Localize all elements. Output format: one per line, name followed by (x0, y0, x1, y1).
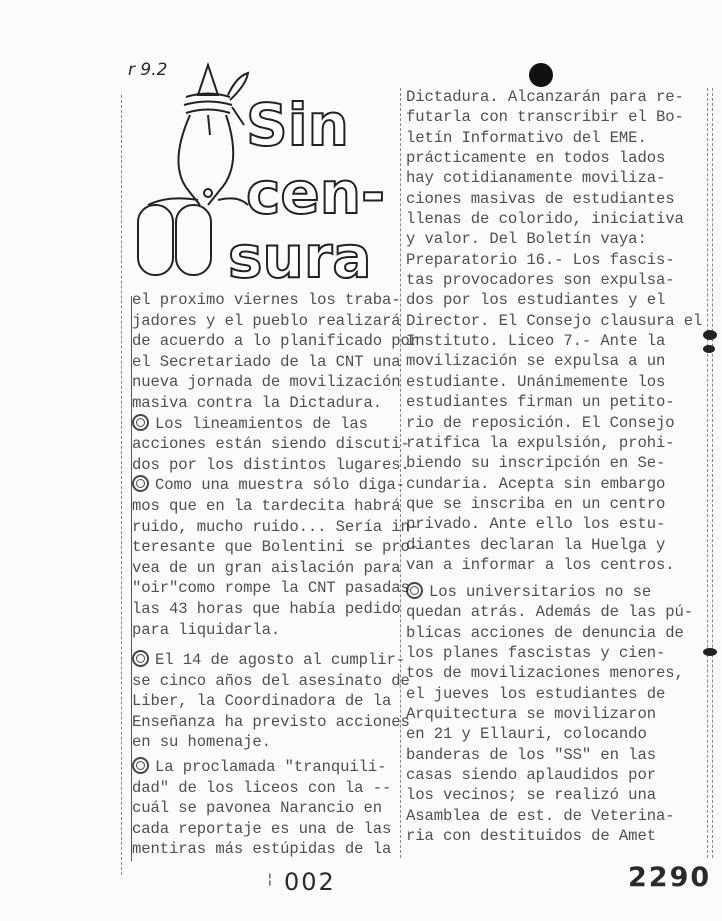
text-line-content: dad" de los liceos con la -- (132, 778, 392, 797)
text-line (406, 128, 702, 148)
left-column-block-2 (132, 650, 410, 753)
text-line (406, 535, 702, 555)
text-line (406, 351, 702, 371)
text-line-content: tos de movilizaciones menores, (406, 664, 684, 683)
text-line-content: tas provocadores son expulsa- (406, 271, 675, 290)
text-line-content: mentiras más estúpidas de la (132, 840, 392, 859)
text-line-content: biendo su inscripción en Se- (406, 454, 666, 473)
text-line-content: quedan atrás. Además de las pú- (406, 603, 693, 622)
text-line-content: de acuerdo a lo planificado por (132, 332, 419, 351)
text-line (132, 496, 419, 517)
left-column-block-3 (132, 757, 391, 860)
text-line (406, 250, 702, 270)
text-line (406, 785, 693, 805)
text-line (406, 270, 702, 290)
text-line-content: jadores y el pueblo realizará (132, 311, 401, 330)
text-line (132, 691, 410, 712)
text-line (406, 189, 702, 209)
text-line-content: teresante que Bolentini se pro- (132, 538, 419, 557)
logo-word-sura: sura (228, 223, 372, 285)
text-line-content: banderas de los "SS" en las (406, 745, 656, 764)
text-line-content: el proximo viernes los traba- (132, 291, 401, 309)
text-line (132, 819, 391, 840)
text-line (132, 778, 391, 799)
text-line (406, 392, 702, 412)
text-line-content: Enseñanza ha previsto acciones (132, 712, 410, 731)
text-line-content: "oir"como rompe la CNT pasadas (132, 579, 410, 598)
text-line-content: estudiante. Unánimemente los (406, 372, 666, 391)
archive-number: 2290 (628, 862, 712, 893)
text-line (406, 474, 702, 494)
bullet-circle-icon (132, 757, 149, 774)
text-line (132, 455, 419, 476)
text-line (132, 434, 419, 455)
right-column-block-1 (406, 87, 702, 575)
text-line (406, 602, 693, 622)
text-line (132, 537, 419, 558)
text-line-content: vea de un gran aislación para (132, 558, 401, 577)
text-line (406, 107, 702, 127)
text-line-content: mos que en la tardecita habrá (132, 496, 401, 515)
text-line-content: el Secretariado de la CNT una (132, 352, 401, 371)
text-line-content: Asamblea de est. de Veterina- (406, 806, 675, 825)
text-line-content: ratifica la expulsión, prohi- (406, 433, 675, 452)
text-line-content: masiva contra la Dictadura. (132, 393, 382, 412)
text-line (132, 331, 419, 352)
text-line (406, 87, 702, 107)
text-line (132, 620, 419, 641)
text-line (406, 724, 693, 744)
text-line-content: llenas de colorido, iniciativa (406, 210, 684, 229)
page-tick: ¦ (266, 872, 274, 887)
text-line-content: Director. El Consejo clausura el (406, 311, 703, 330)
text-line (132, 558, 419, 579)
text-line-content: diantes declaran la Huelga y (406, 535, 666, 554)
text-line-content: para liquidarla. (132, 620, 281, 639)
text-line-content: blicas acciones de denuncia de (406, 623, 684, 642)
text-line-content: Como una muestra sólo diga- (155, 476, 405, 495)
text-line (132, 599, 419, 620)
text-line (132, 475, 419, 496)
text-line-content: las 43 horas que había pedido (132, 599, 401, 618)
text-line-content: se cinco años del asesinato de (132, 671, 410, 690)
text-line (406, 148, 702, 168)
text-line (406, 494, 702, 514)
text-line-content: Arquitectura se movilizaron (406, 705, 656, 724)
text-line (406, 372, 702, 392)
column-rule-right-2 (712, 88, 713, 858)
text-line-content: en su homenaje. (132, 733, 271, 752)
right-column-block-2 (406, 582, 693, 846)
text-line (406, 704, 693, 724)
text-line-content: cada reportaje es una de las (132, 819, 392, 838)
text-line-content: La proclamada "tranquili- (155, 758, 387, 776)
text-line-content: Liber, la Coordinadora de la (132, 692, 392, 711)
logo-word-sin: Sin (246, 91, 349, 159)
column-rule-right (707, 88, 708, 858)
text-line-content: privado. Ante ello los estu- (406, 515, 666, 534)
text-line-content: Preparatorio 16.- Los fascis- (406, 250, 675, 269)
text-line-content: dos por los distintos lugares. (132, 455, 410, 474)
text-line-content: futarla con transcribir el Bo- (406, 108, 684, 127)
text-line-content: ruido, mucho ruido... Sería in- (132, 517, 419, 536)
text-line (406, 290, 702, 310)
binding-mark (703, 648, 717, 656)
text-line (406, 582, 693, 602)
text-line (406, 229, 702, 249)
text-line (132, 352, 419, 373)
page-number: 002 (284, 868, 336, 896)
text-line (406, 826, 693, 846)
text-line (406, 331, 702, 351)
text-line (132, 290, 419, 311)
text-line (406, 514, 702, 534)
text-line (132, 393, 419, 414)
margin-rule-left (121, 95, 122, 875)
text-line-content: cundaria. Acepta sin embargo (406, 474, 666, 493)
text-line-content: que se inscriba en un centro (406, 494, 666, 513)
logo-word-cen: cen- (246, 159, 386, 227)
text-line (132, 578, 419, 599)
text-line-content: los vecinos; se realizó una (406, 786, 656, 805)
bullet-circle-icon (132, 650, 149, 667)
text-line (132, 311, 419, 332)
text-line-content: ciones masivas de estudiantes (406, 189, 675, 208)
text-line-content: hay cotidianamente moviliza- (406, 169, 666, 188)
text-line (132, 671, 410, 692)
punch-hole-mark (529, 63, 553, 87)
text-line (132, 517, 419, 538)
text-line (406, 433, 702, 453)
sin-censura-logo (128, 55, 388, 285)
text-line (132, 414, 419, 435)
text-line-content: estudiantes firman un petito- (406, 393, 675, 412)
text-line-content: prácticamente en todos lados (406, 149, 666, 168)
text-line (406, 806, 693, 826)
text-line (406, 623, 693, 643)
binding-mark (703, 330, 717, 340)
text-line (406, 311, 702, 331)
text-line (406, 413, 702, 433)
text-line-content: en 21 y Ellauri, colocando (406, 725, 647, 744)
text-line-content: acciones están siendo discuti- (132, 435, 410, 454)
text-line-content: Dictadura. Alcanzarán para re- (406, 88, 684, 106)
text-line (132, 798, 391, 819)
text-line-content: rio de reposición. El Consejo (406, 413, 675, 432)
text-line (132, 757, 391, 778)
text-line-content: y valor. Del Boletín vaya: (406, 230, 647, 249)
left-column-block-1 (132, 290, 419, 640)
text-line-content: cuál se pavonea Narancio en (132, 799, 382, 818)
text-line-content: van a informar a los centros. (406, 555, 675, 574)
text-line (406, 684, 693, 704)
text-line (132, 732, 410, 753)
text-line-content: Instituto. Liceo 7.- Ante la (406, 332, 666, 351)
text-line-content: ria con destituidos de Amet (406, 827, 656, 846)
binding-mark (703, 345, 715, 353)
text-line-content: El 14 de agosto al cumplir- (155, 651, 405, 669)
handwritten-reference: r 9.2 (128, 60, 168, 80)
text-line (406, 168, 702, 188)
bullet-circle-icon (406, 582, 423, 599)
bullet-circle-icon (132, 475, 149, 492)
text-line (406, 453, 702, 473)
bullet-circle-icon (132, 414, 149, 431)
text-line-content: Los universitarios no se (429, 583, 652, 601)
text-line (406, 745, 693, 765)
text-line (132, 650, 410, 671)
text-line (406, 663, 693, 683)
text-line-content: el jueves los estudiantes de (406, 684, 666, 703)
text-line (406, 643, 693, 663)
text-line (132, 839, 391, 860)
text-line (132, 712, 410, 733)
text-line (406, 555, 702, 575)
text-line (406, 765, 693, 785)
text-line-content: nueva jornada de movilización (132, 373, 401, 392)
text-line (132, 372, 419, 393)
text-line (406, 209, 702, 229)
text-line-content: Los lineamientos de las (155, 414, 368, 433)
text-line-content: casas siendo aplaudidos por (406, 766, 656, 785)
text-line-content: letín Informativo del EME. (406, 128, 647, 147)
text-line-content: dos por los estudiantes y el (406, 291, 666, 310)
text-line-content: los planes fascistas y cien- (406, 644, 666, 663)
text-line-content: movilización se expulsa a un (406, 352, 666, 371)
